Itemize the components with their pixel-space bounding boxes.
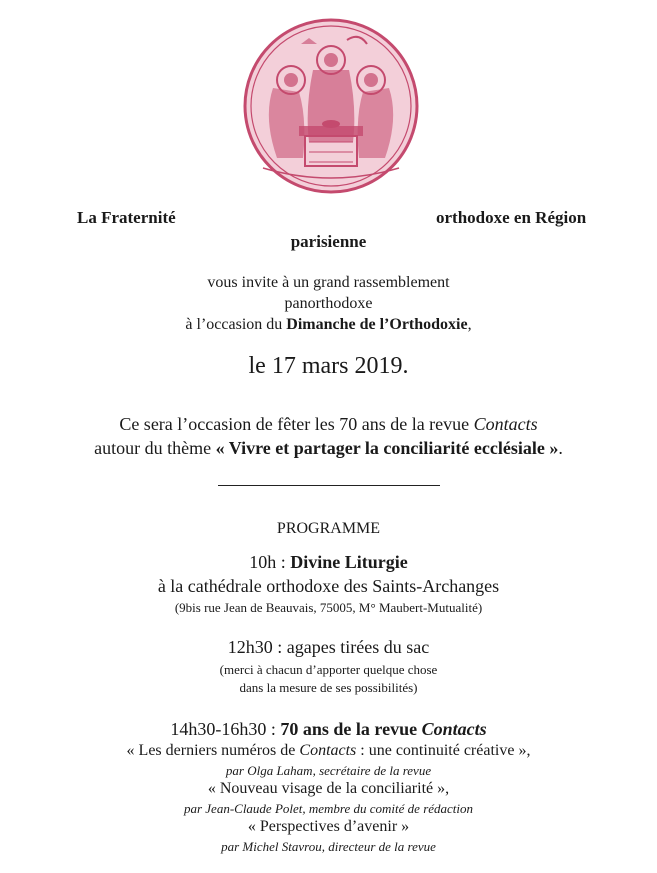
item2-note-1: (merci à chacun d’apporter quelque chose <box>219 662 438 677</box>
invitation-line-2: panorthodoxe <box>284 295 373 312</box>
talk2-speaker: par Jean-Claude Polet, membre du comité de rédaction <box>183 801 474 816</box>
org-name-second-line: parisienne <box>290 232 367 251</box>
talk1-prefix: « Les derniers numéros de <box>126 742 300 759</box>
invitation-line-3 <box>0 316 657 334</box>
talk1-suffix: : une continuité créative », <box>356 742 531 759</box>
item1-address: (9bis rue Jean de Beauvais, 75005, M° Maubert-Mutualité) <box>174 600 483 615</box>
item1-heading <box>0 552 657 573</box>
item2-title: 12h30 : agapes tirées du sac <box>227 637 430 657</box>
dimanche-orthodoxie: Dimanche de l’Orthodoxie <box>286 316 468 333</box>
item3-title: 70 ans de la revue <box>280 719 422 739</box>
event-date: le 17 mars 2019. <box>248 353 409 379</box>
contacts-title: Contacts <box>473 414 538 434</box>
item3-time: 14h30-16h30 : <box>170 719 281 739</box>
item2-note-2: dans la mesure de ses possibilités) <box>239 680 418 695</box>
org-name-left: La Fraternité <box>77 208 176 227</box>
invitation-line-3-prefix: à l’occasion du <box>185 316 287 333</box>
theme-title: « Vivre et partager la conciliarité ecclésiale » <box>215 438 559 458</box>
occasion-line-2-prefix: autour du thème <box>94 438 216 458</box>
item3-heading <box>0 719 657 740</box>
item3-title-contacts: Contacts <box>421 719 487 739</box>
talk1-title <box>0 742 657 760</box>
talk1-contacts: Contacts <box>299 742 357 759</box>
item1-time: 10h : <box>249 552 291 572</box>
invitation-line-1: vous invite à un grand rassemblement <box>207 274 450 291</box>
talk2-title: « Nouveau visage de la conciliarité », <box>207 780 450 797</box>
occasion-line-1 <box>0 414 657 435</box>
talk1-speaker: par Olga Laham, secrétaire de la revue <box>225 763 432 778</box>
item1-place: à la cathédrale orthodoxe des Saints-Archanges <box>157 576 500 596</box>
occasion-line-2-suffix: . <box>558 438 563 458</box>
org-name-right: orthodoxe en Région <box>436 208 587 227</box>
occasion-line-2 <box>0 438 657 459</box>
item1-title: Divine Liturgie <box>290 552 408 572</box>
talk3-title: « Perspectives d’avenir » <box>247 818 410 835</box>
trinity-icon-seal <box>243 18 419 194</box>
occasion-line-1-prefix: Ce sera l’occasion de fêter les 70 ans de la revue <box>119 414 474 434</box>
programme-title: PROGRAMME <box>276 520 381 537</box>
talk3-speaker: par Michel Stavrou, directeur de la revue <box>221 839 436 854</box>
divider <box>218 485 440 486</box>
invitation-line-3-suffix: , <box>467 316 472 333</box>
